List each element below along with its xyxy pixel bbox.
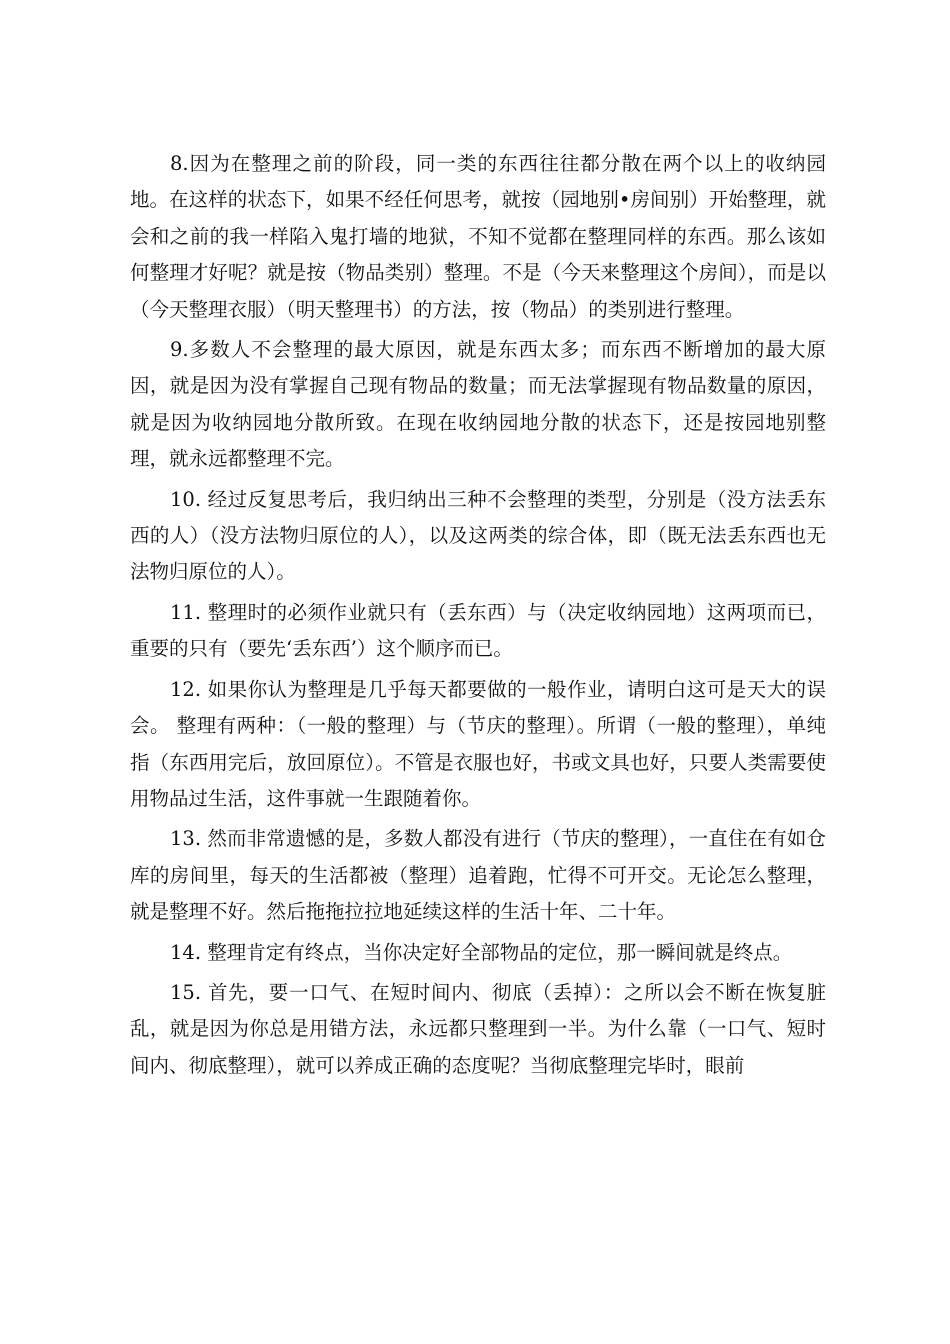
paragraph-15: 15. 首先，要一口气、在短时间内、彻底（丢掉）：之所以会不断在恢复脏乱，就是因为你总是用错方法，永远都只整理到一半。为什么靠（一口气、短时间内、彻底整理），就可以养成正确的态度呢？当彻底整理完毕时，眼前 bbox=[130, 980, 826, 1077]
paragraph-11: 11. 整理时的必须作业就只有（丢东西）与（决定收纳园地）这两项而已，重要的只有（要先‘丢东西’）这个顺序而已。 bbox=[130, 600, 826, 661]
paragraph-14: 14. 整理肯定有终点，当你决定好全部物品的定位，那一瞬间就是终点。 bbox=[170, 940, 793, 964]
paragraph-9: 9.多数人不会整理的最大原因，就是东西太多；而东西不断增加的最大原因，就是因为没有掌握自己现有物品的数量；而无法掌握现有物品数量的原因，就是因为收纳园地分散所致。在现在收纳园地分散的状态下，还是按园地别整理，就永远都整理不完。 bbox=[130, 338, 826, 471]
paragraph-12: 12. 如果你认为整理是几乎每天都要做的一般作业，请明白这可是天大的误会。 整理有两种：（一般的整理）与（节庆的整理）。所谓（一般的整理），单纯指（东西用完后，放回原位）。不管是衣服也好，书或文具也好，只要人类需要使用物品过生活，这件事就一生跟随着你。 bbox=[130, 677, 826, 810]
paragraph-10: 10. 经过反复思考后，我归纳出三种不会整理的类型，分别是（没方法丢东西的人）（没方法物归原位的人），以及这两类的综合体，即（既无法丢东西也无法物归原位的人）。 bbox=[130, 487, 826, 584]
paragraph-8: 8.因为在整理之前的阶段，同一类的东西往往都分散在两个以上的收纳园地。在这样的状态下，如果不经任何思考，就按（园地别•房间别）开始整理，就会和之前的我一样陷入鬼打墙的地狱，不知不觉都在整理同样的东西。那么该如何整理才好呢？就是按（物品类别）整理。不是（今天来整理这个房间），而是以（今天整理衣服）（明天整理书）的方法，按（物品）的类别进行整理。 bbox=[130, 152, 826, 321]
paragraph-13: 13. 然而非常遗憾的是，多数人都没有进行（节庆的整理），一直住在有如仓库的房间里，每天的生活都被（整理）追着跑，忙得不可开交。无论怎么整理，就是整理不好。然后拖拖拉拉地延续这样的生活十年、二十年。 bbox=[130, 827, 826, 924]
document-body bbox=[130, 146, 826, 1088]
